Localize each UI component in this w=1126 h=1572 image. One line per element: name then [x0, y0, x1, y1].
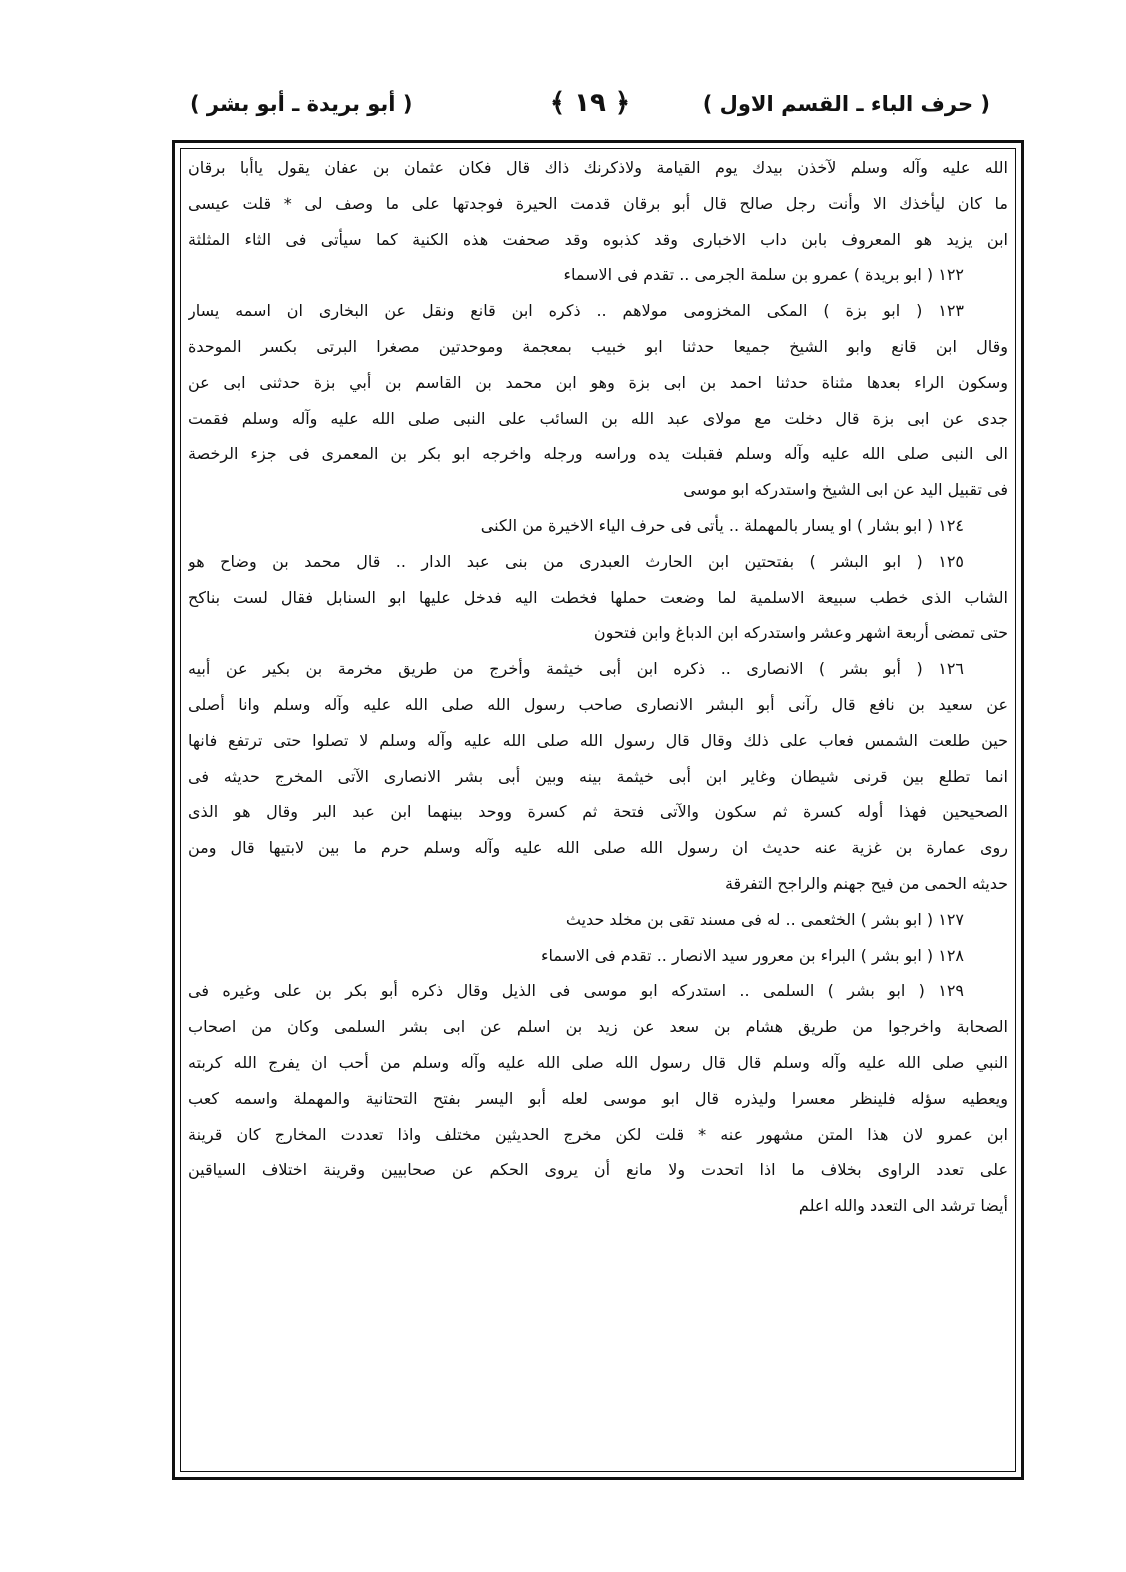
text-line: ابن يزيد هو المعروف بابن داب الاخبارى وقد كذبوه وقد صحفت هذه الكنية كما سيأتى فى الثاء المثلثة [188, 229, 1008, 249]
text-body [188, 150, 1008, 1224]
text-line: روى عمارة بن غزية عنه حديث ان رسول الله صلى الله عليه وآله وسلم حرم ما بين لابتيها قال ومن [188, 838, 1008, 858]
text-line: الى النبى صلى الله عليه وآله وسلم فقبلت يده وراسه ورجله واخرجه ابو بكر بن المعمرى فى جزء الرخصة [188, 444, 1008, 464]
entry-heading: ١٢٥ ( ابو البشر ) بفتحتين ابن الحارث العبدرى من بنى عبد الدار .. قال محمد بن وضاح هو [188, 551, 964, 571]
text-line: ابن عمرو لان هذا المتن مشهور عنه * قلت لكن مخرج الحديثين مختلف واذا تعددت المخارج كان قرينة [188, 1124, 1008, 1144]
text-line: النبي صلى الله عليه وآله وسلم قال قال رسول الله صلى الله عليه وآله وسلم من أحب ان يفرج الله كربته [188, 1052, 1008, 1072]
text-line: وقال ابن قانع وابو الشيخ جميعا حدثنا ابو خبيب بمعجمة وموحدتين مصغرا البرتى بكسر الموحدة [188, 336, 1008, 356]
entry-heading: ١٢٧ ( ابو بشر ) الخثعمى .. له فى مسند تقى بن مخلد حديث [565, 909, 964, 929]
text-line: حديثه الحمى من فيح جهنم والراجح التفرقة [724, 873, 1008, 893]
text-line: وسكون الراء بعدها مثناة حدثنا احمد بن ابى بزة وهو ابن محمد بن القاسم بن أبي بزة حدثنى ابى عن [188, 372, 1008, 392]
text-line: جدى عن ابى بزة قال دخلت مع مولاى عبد الله بن السائب على النبى صلى الله عليه وآله وسلم فقمت [188, 408, 1008, 428]
text-line: عن سعيد بن نافع قال رآنى أبو البشر الانصارى صاحب رسول الله صلى الله عليه وآله وسلم وانا أصلى [188, 694, 1008, 714]
page-number: ﴿ ١٩ ﴾ [549, 88, 631, 118]
text-line: حين طلعت الشمس فعاب على ذلك وقال قال رسول الله صلى الله عليه وآله وسلم لا تصلوا حتى ترتفع فانها [188, 730, 1008, 750]
text-line: الله عليه وآله وسلم لآخذن بيدك يوم القيامة ولاذكرنك ذاك قال فكان عثمان بن عفان يقول ياأبا برقان [188, 158, 1008, 177]
page-header [190, 86, 990, 126]
text-line: الصحابة واخرجوا من طريق هشام بن سعد عن زيد بن اسلم عن ابى بشر السلمى وكان من اصحاب [188, 1017, 1008, 1037]
entry-heading: ١٢٣ ( ابو بزة ) المكى المخزومى مولاهم .. ذكره ابن قانع ونقل عن البخارى ان اسمه يسار [188, 301, 964, 321]
text-line: حتى تمضى أربعة اشهر وعشر واستدركه ابن الدباغ وابن فتحون [593, 623, 1008, 643]
text-line: على تعدد الراوى بخلاف ما اذا اتحدت ولا مانع أن يروى الحكم عن صحابيين وقرينة اختلاف السياقين [188, 1160, 1008, 1180]
text-line: الشاب الذى خطب سبيعة الاسلمية لما وضعت حملها فخطت اليه فدخل عليها ابو السنابل فقال لست بناكح [188, 587, 1008, 607]
text-line: انما تطلع بين قرنى شيطان وغاير ابن أبى خيثمة بينه وبين أبى بشر الانصارى الآتى المخرج حديثه فى [188, 766, 1008, 786]
text-line: فى تقبيل اليد عن ابى الشيخ واستدركه ابو موسى [683, 480, 1008, 500]
text-line: الصحيحين فهذا أوله كسرة ثم سكون والآتى فتحة ثم كسرة ووحد بينهما ابن عبد البر وقال هو الذى [188, 802, 1008, 822]
entry-heading: ١٢٢ ( ابو بريدة ) عمرو بن سلمة الجرمى .. تقدم فى الاسماء [563, 265, 964, 285]
entry-heading: ١٢٦ ( أبو بشر ) الانصارى .. ذكره ابن أبى خيثمة وأخرج من طريق مخرمة بن بكير عن أبيه [188, 659, 964, 679]
text-line: أيضا ترشد الى التعدد والله اعلم [798, 1196, 1008, 1216]
text-line: ويعطيه سؤله فلينظر معسرا وليذره قال ابو موسى لعله أبو اليسر بفتح التحتانية والمهملة واسمه كعب [188, 1088, 1008, 1108]
text-line: ما كان ليأخذك الا وأنت رجل صالح قال أبو برقان قدمت الحيرة فوجدتها على ما وصف لى * قلت عيسى [188, 193, 1008, 213]
entry-heading: ١٢٨ ( ابو بشر ) البراء بن معرور سيد الانصار .. تقدم فى الاسماء [540, 945, 964, 965]
entry-heading: ١٢٤ ( ابو بشار ) او يسار بالمهملة .. يأتى فى حرف الياء الاخيرة من الكنى [480, 515, 964, 535]
section-title: ( حرف الباء ـ القسم الاول ) [702, 92, 990, 116]
entry-heading: ١٢٩ ( ابو بشر ) السلمى .. استدركه ابو موسى فى الذيل وقال ذكره أبو بكر بن على وغيره فى [188, 981, 964, 1001]
entries-range: ( أبو بريدة ـ أبو بشر ) [190, 92, 413, 116]
